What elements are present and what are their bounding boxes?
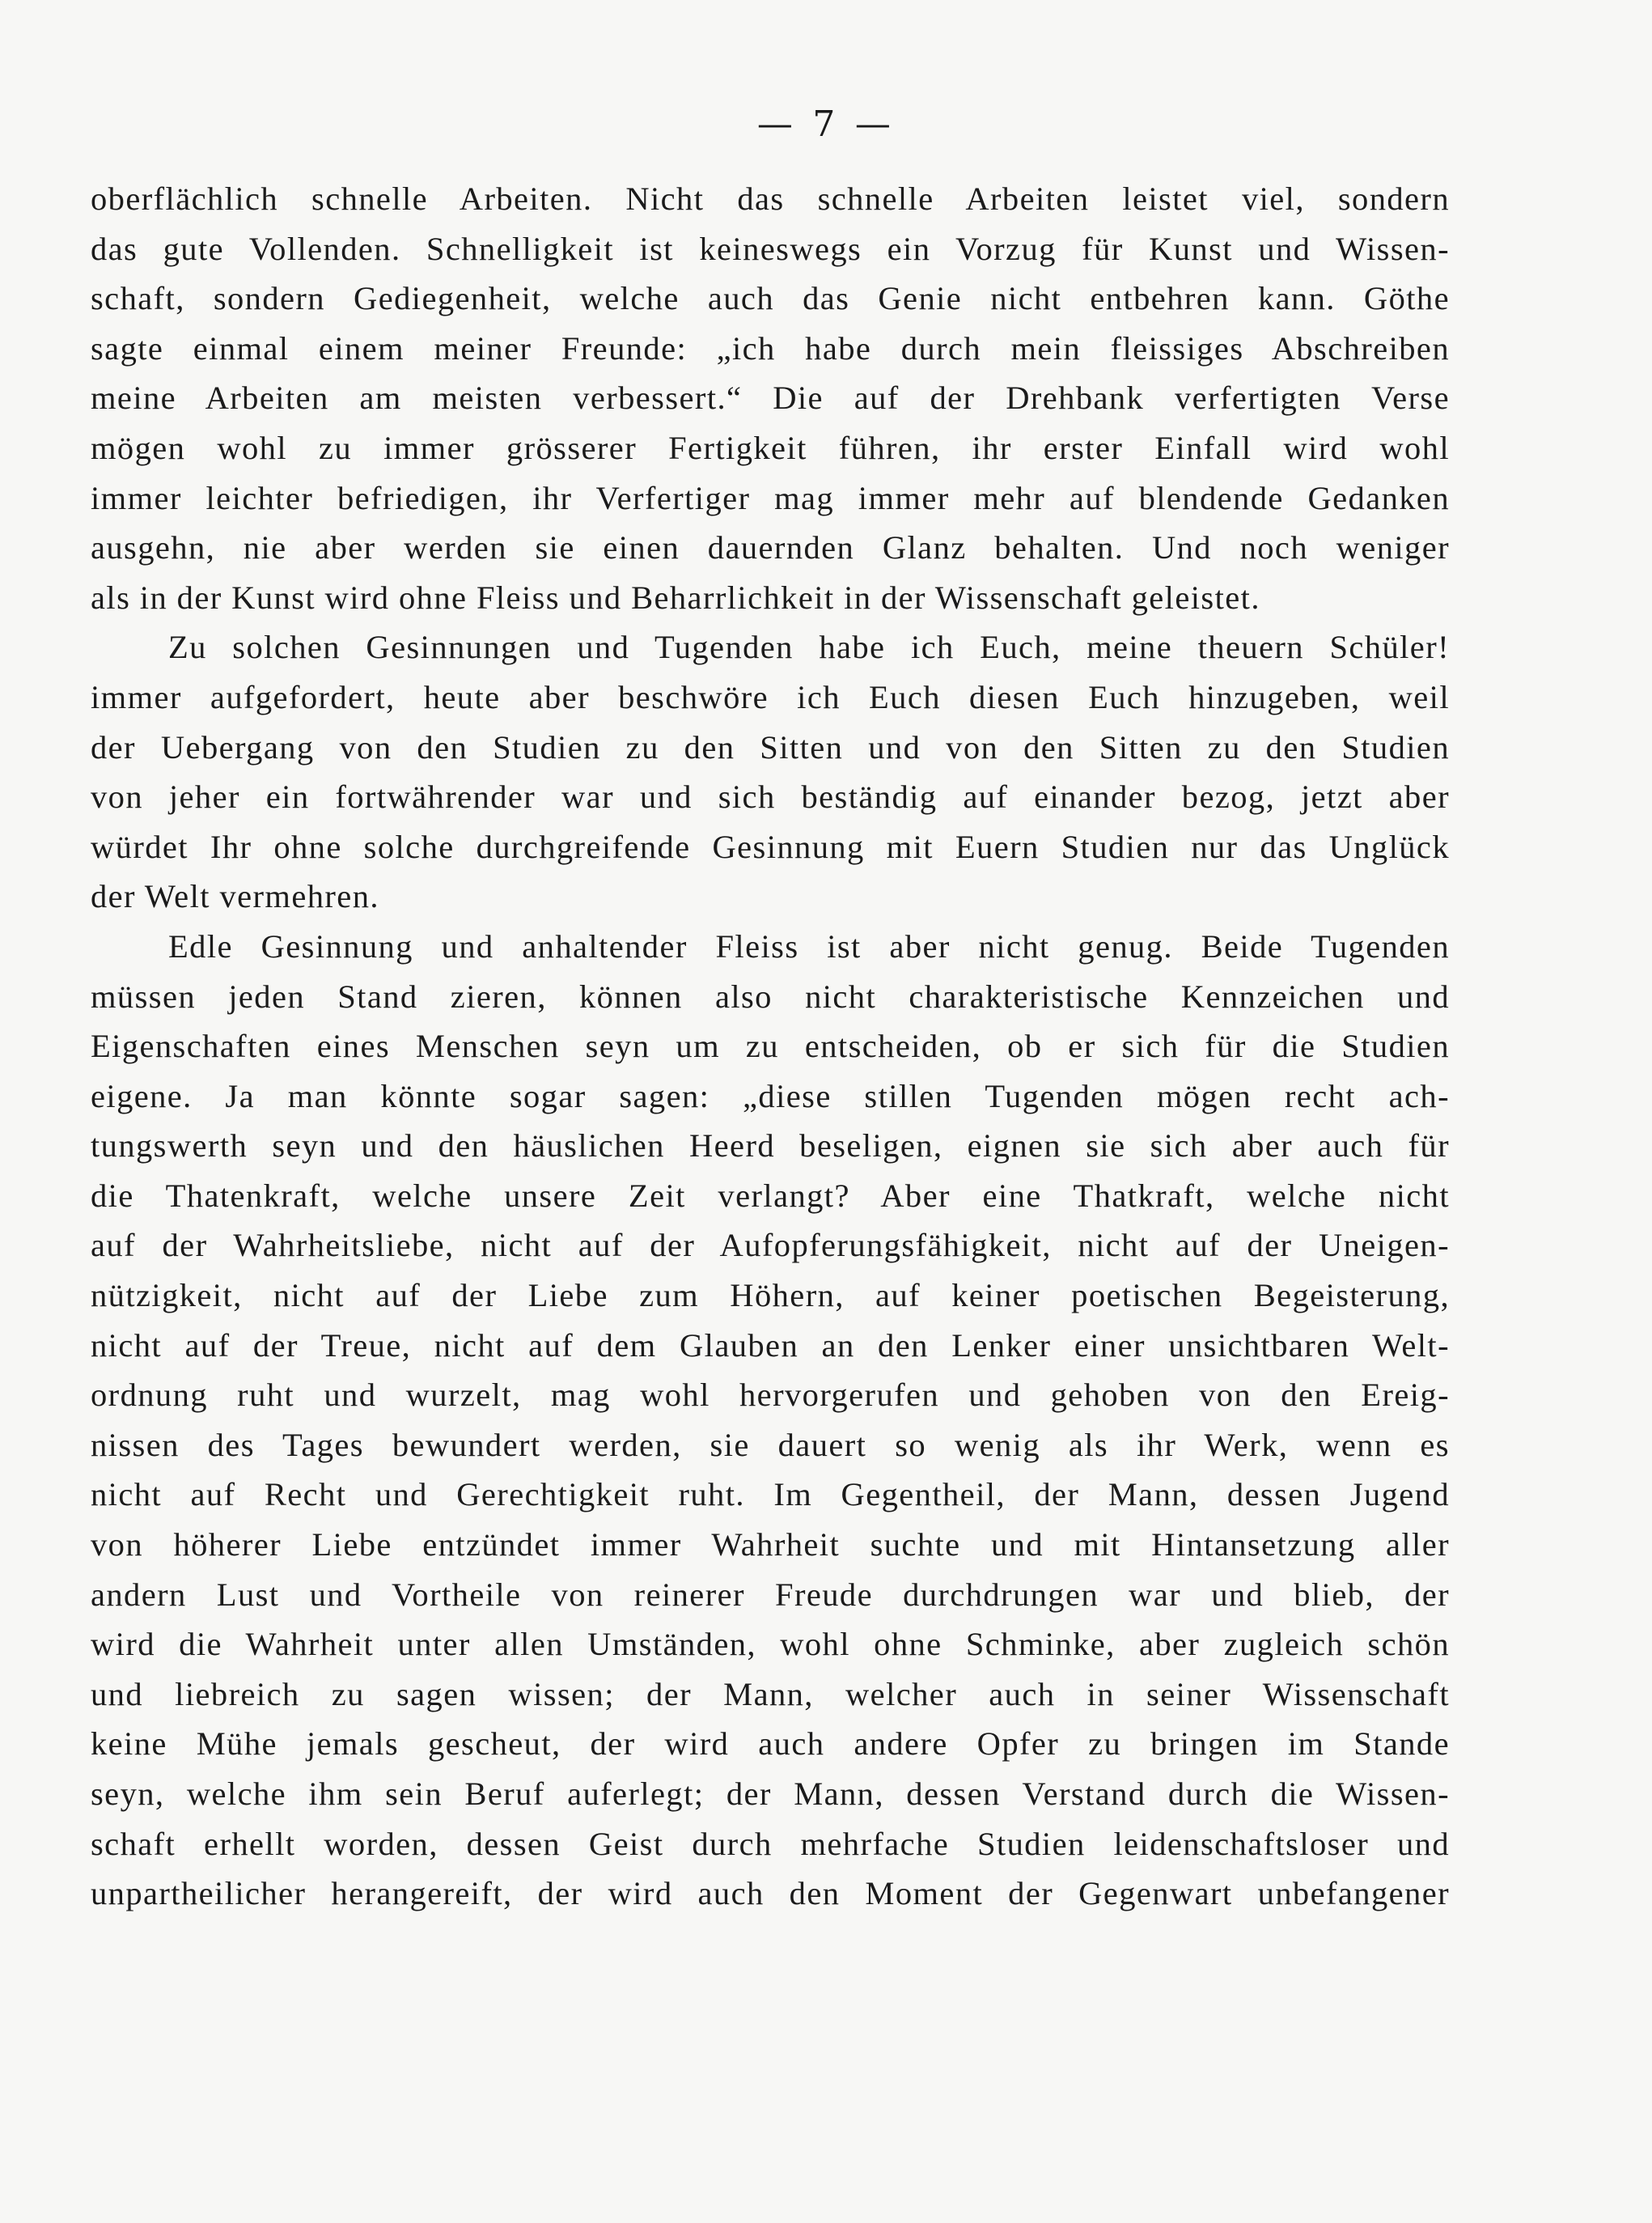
- text-line: von höherer Liebe entzündet immer Wahrheit suchte und mit Hintansetzung aller: [91, 1526, 1450, 1563]
- text-line: mögen wohl zu immer grösserer Fertigkeit führen, ihr erster Einfall wird wohl: [91, 429, 1450, 466]
- text-line: die Thatenkraft, welche unsere Zeit verlangt? Aber eine Thatkraft, welche nicht: [91, 1177, 1450, 1214]
- text-line: ausgehn, nie aber werden sie einen dauernden Glanz behalten. Und noch weniger: [91, 529, 1450, 566]
- text-line: eigene. Ja man könnte sogar sagen: „diese stillen Tugenden mögen recht ach-: [91, 1077, 1450, 1114]
- text-line: Eigenschaften eines Menschen seyn um zu entscheiden, ob er sich für die Studien: [91, 1028, 1450, 1065]
- text-line: seyn, welche ihm sein Beruf auferlegt; der Mann, dessen Verstand durch die Wissen-: [91, 1775, 1450, 1812]
- text-line: nicht auf Recht und Gerechtigkeit ruht. Im Gegentheil, der Mann, dessen Jugend: [91, 1476, 1450, 1513]
- text-line: von jeher ein fortwährender war und sich beständig auf einander bezog, jetzt aber: [91, 778, 1450, 816]
- body-text: [91, 174, 1450, 1919]
- text-line: der Uebergang von den Studien zu den Sitten und von den Sitten zu den Studien: [91, 728, 1450, 766]
- text-line: das gute Vollenden. Schnelligkeit ist keineswegs ein Vorzug für Kunst und Wissen-: [91, 230, 1450, 267]
- text-line: nützigkeit, nicht auf der Liebe zum Höhern, auf keiner poetischen Begeisterung,: [91, 1277, 1450, 1314]
- text-line: keine Mühe jemals gescheut, der wird auch andere Opfer zu bringen im Stande: [91, 1725, 1450, 1763]
- text-line: meine Arbeiten am meisten verbessert.“ Die auf der Drehbank verfertigten Verse: [91, 380, 1450, 417]
- text-line: sagte einmal einem meiner Freunde: „ich habe durch mein fleissiges Abschreiben: [91, 329, 1450, 367]
- text-line: tungswerth seyn und den häuslichen Heerd beseligen, eignen sie sich aber auch für: [91, 1127, 1450, 1165]
- text-line: würdet Ihr ohne solche durchgreifende Gesinnung mit Euern Studien nur das Unglück: [91, 828, 1450, 865]
- text-line: der Welt vermehren.: [91, 878, 379, 915]
- text-line: wird die Wahrheit unter allen Umständen, wohl ohne Schminke, aber zugleich schön: [91, 1626, 1450, 1663]
- text-line: schaft, sondern Gediegenheit, welche auch das Genie nicht entbehren kann. Göthe: [91, 280, 1450, 317]
- text-line: nissen des Tages bewundert werden, sie dauert so wenig als ihr Werk, wenn es: [91, 1426, 1450, 1463]
- text-line: Edle Gesinnung und anhaltender Fleiss ist aber nicht genug. Beide Tugenden: [168, 927, 1450, 965]
- text-line: ordnung ruht und wurzelt, mag wohl hervorgerufen und gehoben von den Ereig-: [91, 1377, 1450, 1414]
- text-line: nicht auf der Treue, nicht auf dem Glauben an den Lenker einer unsichtbaren Welt-: [91, 1326, 1450, 1364]
- text-line: immer aufgefordert, heute aber beschwöre ich Euch diesen Euch hinzugeben, weil: [91, 678, 1450, 715]
- text-line: unpartheilicher herangereift, der wird auch den Moment der Gegenwart unbefangener: [91, 1875, 1450, 1912]
- text-line: schaft erhellt worden, dessen Geist durch mehrfache Studien leidenschaftsloser und: [91, 1825, 1450, 1862]
- text-line: und liebreich zu sagen wissen; der Mann, welcher auch in seiner Wissenschaft: [91, 1675, 1450, 1712]
- text-line: andern Lust und Vortheile von reinerer Freude durchdrungen war und blieb, der: [91, 1576, 1450, 1613]
- text-line: Zu solchen Gesinnungen und Tugenden habe ich Euch, meine theuern Schüler!: [168, 629, 1450, 666]
- text-line: als in der Kunst wird ohne Fleiss und Beharrlichkeit in der Wissenschaft geleistet.: [91, 579, 1260, 616]
- page-number: — 7 —: [756, 104, 896, 145]
- text-line: auf der Wahrheitsliebe, nicht auf der Aufopferungsfähigkeit, nicht auf der Uneigen-: [91, 1227, 1450, 1264]
- text-line: müssen jeden Stand zieren, können also nicht charakteristische Kennzeichen und: [91, 978, 1450, 1015]
- text-line: immer leichter befriedigen, ihr Verfertiger mag immer mehr auf blendende Gedanken: [91, 479, 1450, 516]
- text-line: oberflächlich schnelle Arbeiten. Nicht das schnelle Arbeiten leistet viel, sondern: [91, 180, 1450, 217]
